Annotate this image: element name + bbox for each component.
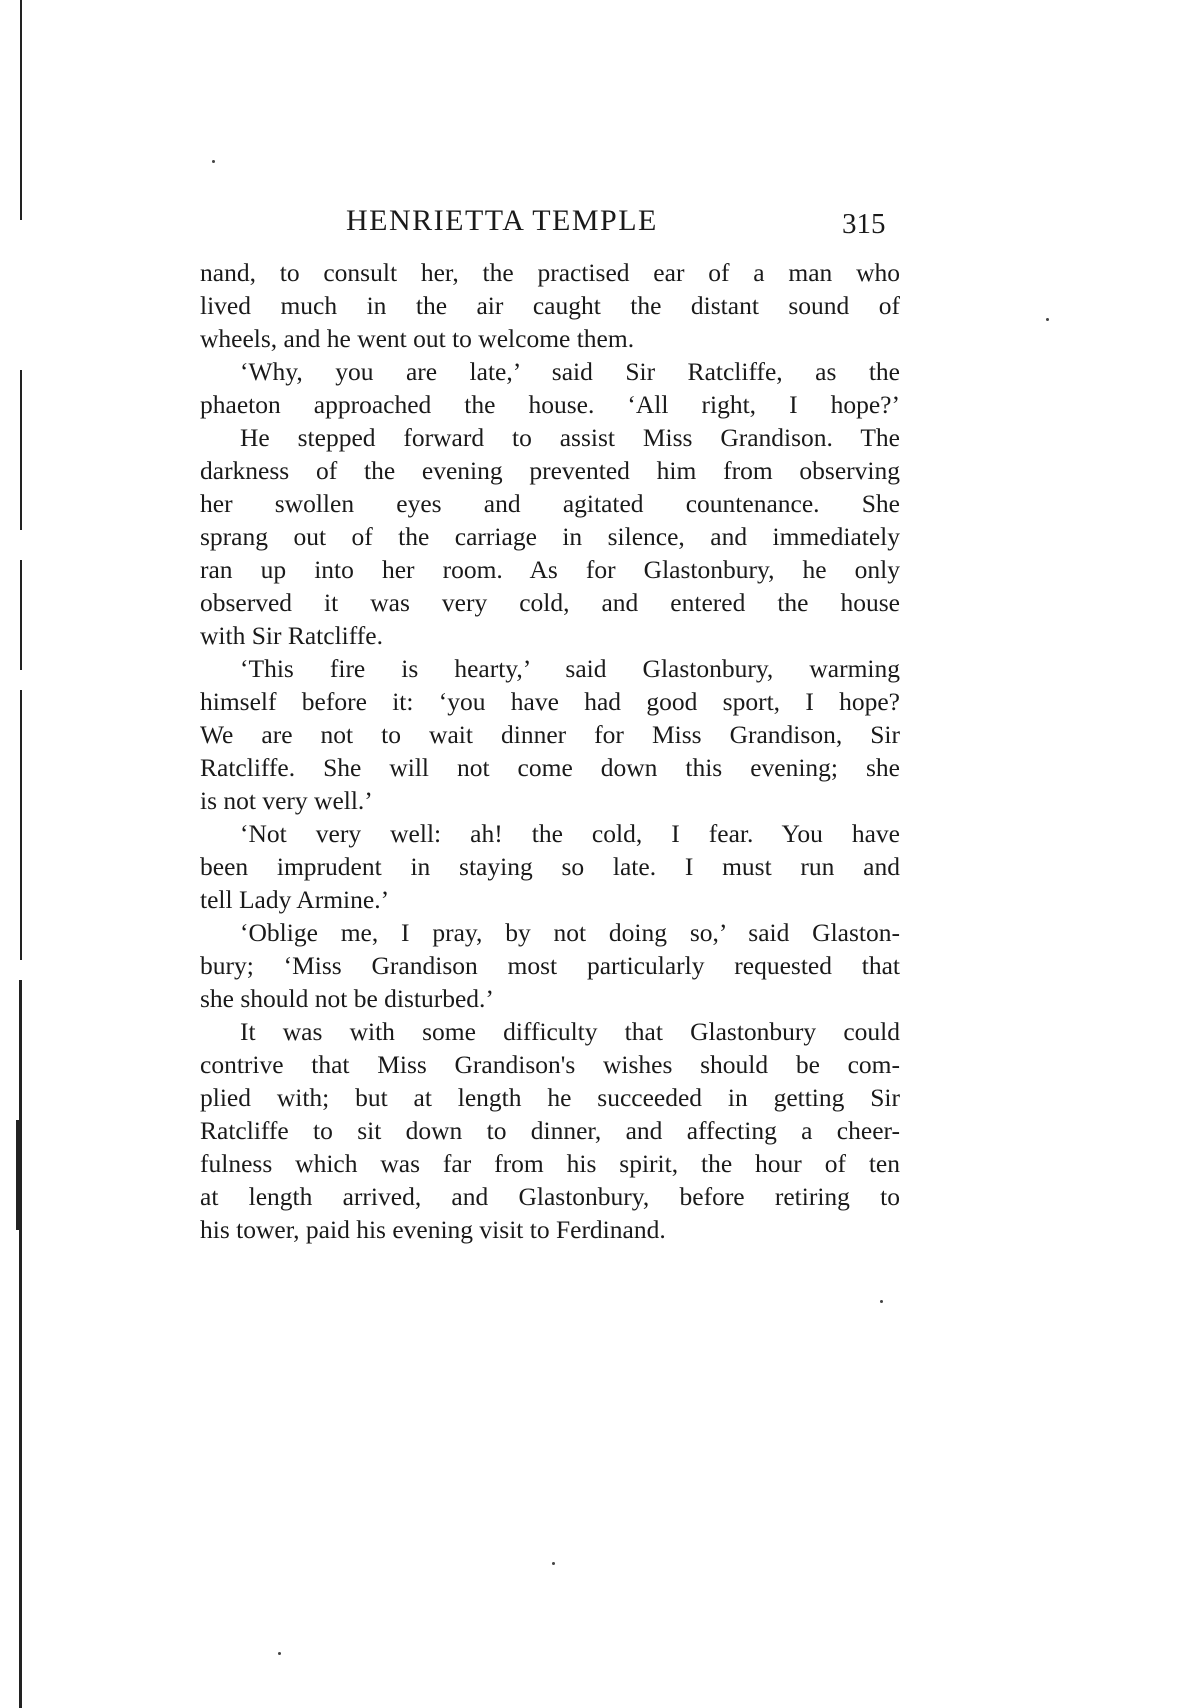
scan-speck: [880, 1300, 883, 1303]
page-edge-shadow: [19, 980, 22, 1708]
page-edge-shadow: [20, 690, 22, 960]
text-line: nand, to consult her, the practised ear of a man who: [200, 258, 900, 287]
paragraph: [200, 256, 900, 355]
scan-speck: [212, 160, 215, 163]
running-title: HENRIETTA TEMPLE: [346, 204, 658, 237]
text-line: her swollen eyes and agitated countenance. She: [200, 489, 900, 518]
paragraph: [200, 355, 900, 421]
paragraph: [200, 1015, 900, 1246]
paragraph: [200, 916, 900, 1015]
text-line: tell Lady Armine.’: [200, 885, 390, 914]
text-line: sprang out of the carriage in silence, and immediately: [200, 522, 900, 551]
text-line: ‘Oblige me, I pray, by not doing so,’ said Glaston-: [240, 918, 900, 947]
text-line: observed it was very cold, and entered the house: [200, 588, 900, 617]
running-header: [200, 204, 900, 244]
text-line: contrive that Miss Grandison's wishes should be com-: [200, 1050, 900, 1079]
paragraph: [200, 652, 900, 817]
text-line: darkness of the evening prevented him from observing: [200, 456, 900, 485]
text-line: ‘This fire is hearty,’ said Glastonbury, warming: [240, 654, 900, 683]
text-line: lived much in the air caught the distant sound of: [200, 291, 900, 320]
text-line: ‘Why, you are late,’ said Sir Ratcliffe, as the: [240, 357, 900, 386]
text-line: fulness which was far from his spirit, the hour of ten: [200, 1149, 900, 1178]
text-line: ran up into her room. As for Glastonbury, he only: [200, 555, 900, 584]
scan-speck: [552, 1562, 555, 1565]
text-line: phaeton approached the house. ‘All right, I hope?’: [200, 390, 900, 419]
text-line: wheels, and he went out to welcome them.: [200, 324, 635, 353]
text-line: Ratcliffe. She will not come down this evening; she: [200, 753, 900, 782]
paragraph: [200, 817, 900, 916]
text-line: It was with some difficulty that Glastonbury could: [240, 1017, 900, 1046]
page-edge-shadow: [20, 0, 22, 220]
text-line: himself before it: ‘you have had good sport, I hope?: [200, 687, 900, 716]
text-line: He stepped forward to assist Miss Grandison. The: [240, 423, 900, 452]
scan-speck: [278, 1652, 281, 1655]
text-line: bury; ‘Miss Grandison most particularly requested that: [200, 951, 900, 980]
page-edge-shadow: [16, 1120, 22, 1230]
paragraph: [200, 421, 900, 652]
text-line: been imprudent in staying so late. I must run and: [200, 852, 900, 881]
text-line: We are not to wait dinner for Miss Grandison, Sir: [200, 720, 900, 749]
text-line: plied with; but at length he succeeded in getting Sir: [200, 1083, 900, 1112]
page-edge-shadow: [20, 560, 22, 670]
page-number: 315: [842, 208, 886, 240]
text-line: with Sir Ratcliffe.: [200, 621, 383, 650]
text-line: his tower, paid his evening visit to Ferdinand.: [200, 1215, 666, 1244]
text-line: she should not be disturbed.’: [200, 984, 494, 1013]
body-text: [200, 256, 900, 1246]
text-line: Ratcliffe to sit down to dinner, and affecting a cheer-: [200, 1116, 900, 1145]
page-edge-shadow: [20, 370, 22, 530]
scan-speck: [1046, 318, 1049, 321]
text-line: ‘Not very well: ah! the cold, I fear. You have: [240, 819, 900, 848]
text-line: at length arrived, and Glastonbury, before retiring to: [200, 1182, 900, 1211]
text-line: is not very well.’: [200, 786, 373, 815]
